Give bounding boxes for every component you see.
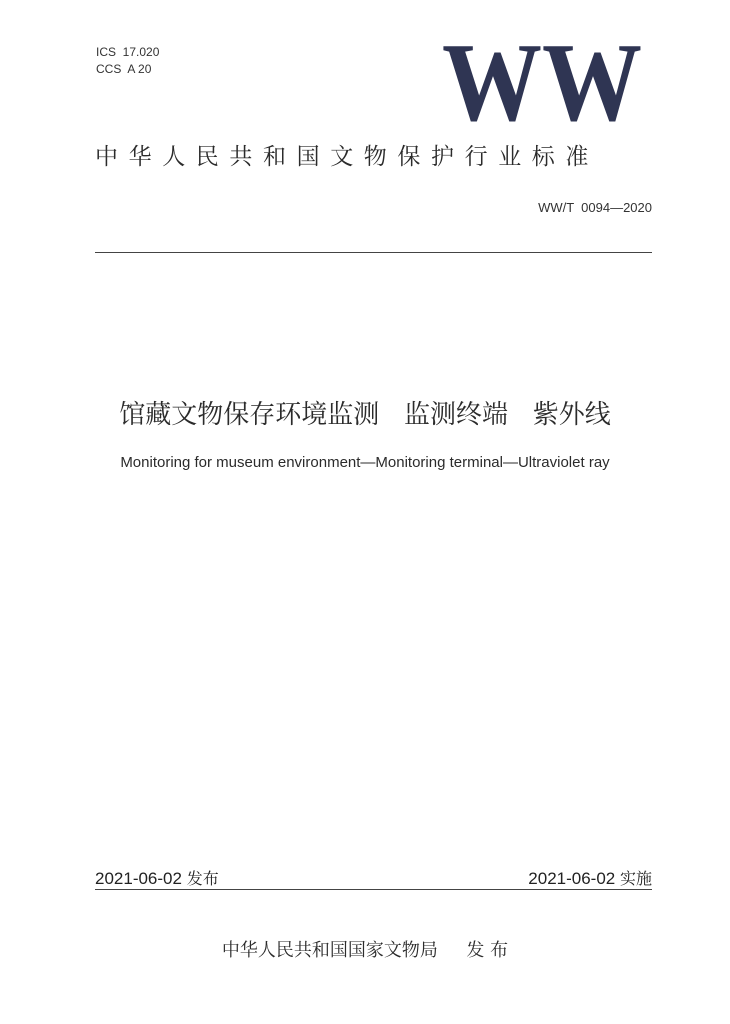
- implementation-date-value: 2021-06-02: [528, 869, 616, 888]
- issue-date-value: 2021-06-02: [95, 869, 182, 888]
- implementation-date-label: 实施: [619, 869, 652, 888]
- ics-code: ICS 17.020: [96, 45, 160, 59]
- document-title-en: Monitoring for museum environment—Monitoring terminal—Ultraviolet ray: [120, 454, 610, 471]
- standard-number: WW/T 0094—2020: [538, 200, 652, 215]
- implementation-date: [528, 866, 652, 889]
- logo-text: WW: [442, 28, 642, 128]
- ww-logo: [440, 28, 645, 128]
- industry-standard-title: 中华人民共和国文物保护行业标准: [95, 144, 599, 170]
- issue-date: [95, 866, 219, 889]
- bottom-divider: [95, 889, 652, 890]
- publisher-line: 中华人民共和国国家文物局 发 布: [221, 940, 509, 961]
- issue-date-label: 发布: [186, 869, 219, 888]
- top-divider: [95, 252, 652, 253]
- ccs-code: CCS A 20: [96, 62, 152, 76]
- document-title-cn: 馆藏文物保存环境监测 监测终端 紫外线: [119, 400, 611, 430]
